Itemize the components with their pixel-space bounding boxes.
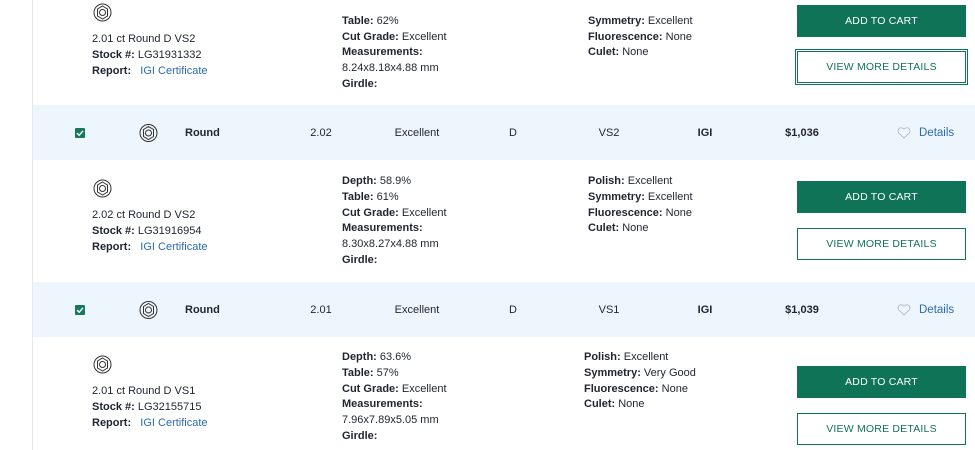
table-value: 61% — [376, 191, 399, 203]
symmetry-value: Very Good — [643, 367, 696, 379]
measurements-label: Measurements: — [342, 222, 423, 234]
lab-value: IGI — [697, 303, 713, 316]
polish-row — [588, 175, 672, 187]
cut-grade-value: Excellent — [401, 31, 447, 43]
measurements-value: 8.30x8.27x4.88 mm — [342, 238, 439, 250]
table-value: 57% — [376, 367, 399, 379]
measurements-label: Measurements: — [342, 398, 423, 410]
carat-value: 2.02 — [310, 126, 332, 139]
report-label: Report: — [92, 65, 132, 77]
fluorescence-value: None — [661, 383, 688, 395]
culet-row — [588, 46, 649, 58]
symmetry-row — [584, 367, 696, 379]
round-shape-icon — [139, 300, 158, 319]
view-more-details-button[interactable]: VIEW MORE DETAILS — [797, 228, 966, 260]
fluorescence-row — [588, 207, 692, 219]
color-value: D — [509, 126, 517, 139]
carat-value: 2.01 — [310, 303, 332, 316]
diamond-title: 2.01 ct Round D VS2 — [92, 33, 196, 45]
cut-value: Excellent — [394, 303, 440, 316]
heart-icon[interactable] — [897, 127, 911, 139]
stock-number: LG31931332 — [137, 49, 202, 61]
stock-label: Stock #: — [92, 49, 135, 61]
report-row — [92, 241, 208, 253]
symmetry-label: Symmetry: — [584, 367, 641, 379]
polish-value: Excellent — [623, 351, 669, 363]
stock-label: Stock #: — [92, 401, 135, 413]
report-row — [92, 65, 208, 77]
round-diamond-icon — [93, 355, 112, 374]
diamond-details-panel — [33, 160, 975, 282]
table-row — [342, 15, 399, 27]
girdle-label: Girdle: — [342, 430, 378, 442]
symmetry-row — [588, 191, 693, 203]
clarity-value: VS1 — [598, 303, 620, 316]
checkmark-icon — [76, 129, 84, 137]
report-label: Report: — [92, 417, 132, 429]
culet-value: None — [618, 398, 645, 410]
cut-grade-row — [342, 31, 447, 43]
price-value: $1,036 — [785, 126, 819, 139]
igi-certificate-link[interactable]: IGI Certificate — [140, 65, 208, 77]
diamond-summary-row[interactable] — [33, 282, 975, 337]
fluorescence-row — [588, 31, 692, 43]
diamond-details-panel — [33, 0, 975, 105]
heart-icon[interactable] — [897, 304, 911, 316]
symmetry-row — [588, 15, 693, 27]
stock-number: LG31916954 — [137, 225, 202, 237]
culet-label: Culet: — [584, 398, 616, 410]
stock-number-row — [92, 225, 201, 237]
girdle-label: Girdle: — [342, 78, 378, 90]
symmetry-value: Excellent — [647, 15, 693, 27]
fluorescence-label: Fluorescence: — [588, 207, 663, 219]
measurements-value: 8.24x8.18x4.88 mm — [342, 62, 439, 74]
measurements-label: Measurements: — [342, 46, 423, 58]
fluorescence-row — [584, 383, 688, 395]
cut-grade-label: Cut Grade: — [342, 31, 399, 43]
polish-value: Excellent — [627, 175, 673, 187]
symmetry-label: Symmetry: — [588, 191, 645, 203]
depth-value: 63.6% — [379, 351, 412, 363]
compare-checkbox[interactable] — [75, 128, 85, 138]
price-value: $1,039 — [785, 303, 819, 316]
stock-number-row — [92, 49, 201, 61]
culet-value: None — [622, 46, 649, 58]
fluorescence-value: None — [665, 31, 692, 43]
girdle-label: Girdle: — [342, 254, 378, 266]
view-more-details-button[interactable]: VIEW MORE DETAILS — [797, 413, 966, 445]
table-label: Table: — [342, 191, 374, 203]
diamond-title: 2.01 ct Round D VS1 — [92, 385, 196, 397]
polish-label: Polish: — [584, 351, 621, 363]
checkmark-icon — [76, 306, 84, 314]
table-label: Table: — [342, 367, 374, 379]
cut-grade-row — [342, 383, 447, 395]
cut-grade-label: Cut Grade: — [342, 207, 399, 219]
culet-label: Culet: — [588, 222, 620, 234]
add-to-cart-button[interactable]: ADD TO CART — [797, 181, 966, 213]
round-shape-icon — [139, 123, 158, 142]
diamond-title: 2.02 ct Round D VS2 — [92, 209, 196, 221]
fluorescence-label: Fluorescence: — [584, 383, 659, 395]
measurements-value: 7.96x7.89x5.05 mm — [342, 414, 439, 426]
table-value: 62% — [376, 15, 399, 27]
culet-value: None — [622, 222, 649, 234]
symmetry-label: Symmetry: — [588, 15, 645, 27]
shape-value: Round — [185, 303, 220, 316]
add-to-cart-button[interactable]: ADD TO CART — [797, 5, 966, 37]
round-diamond-icon — [93, 3, 112, 22]
fluorescence-label: Fluorescence: — [588, 31, 663, 43]
culet-row — [584, 398, 645, 410]
view-more-details-button[interactable]: VIEW MORE DETAILS — [797, 51, 966, 83]
depth-label: Depth: — [342, 175, 377, 187]
shape-value: Round — [185, 126, 220, 139]
table-label: Table: — [342, 15, 374, 27]
color-value: D — [509, 303, 517, 316]
add-to-cart-button[interactable]: ADD TO CART — [797, 366, 966, 398]
details-link[interactable]: Details — [919, 126, 955, 139]
table-row — [342, 367, 399, 379]
depth-value: 58.9% — [379, 175, 412, 187]
igi-certificate-link[interactable]: IGI Certificate — [140, 241, 208, 253]
cut-grade-value: Excellent — [401, 207, 447, 219]
compare-checkbox[interactable] — [75, 305, 85, 315]
polish-label: Polish: — [588, 175, 625, 187]
report-row — [92, 417, 208, 429]
diamond-summary-row[interactable] — [33, 105, 975, 160]
cut-grade-row — [342, 207, 447, 219]
fluorescence-value: None — [665, 207, 692, 219]
lab-value: IGI — [697, 126, 713, 139]
round-diamond-icon — [93, 179, 112, 198]
cut-value: Excellent — [394, 126, 440, 139]
cut-grade-label: Cut Grade: — [342, 383, 399, 395]
table-row — [342, 191, 399, 203]
culet-row — [588, 222, 649, 234]
culet-label: Culet: — [588, 46, 620, 58]
depth-row — [342, 175, 411, 187]
symmetry-value: Excellent — [647, 191, 693, 203]
diamond-details-panel — [33, 337, 975, 450]
depth-label: Depth: — [342, 351, 377, 363]
igi-certificate-link[interactable]: IGI Certificate — [140, 417, 208, 429]
clarity-value: VS2 — [598, 126, 620, 139]
report-label: Report: — [92, 241, 132, 253]
stock-number-row — [92, 401, 201, 413]
polish-row — [584, 351, 668, 363]
details-link[interactable]: Details — [919, 303, 955, 316]
stock-number: LG32155715 — [137, 401, 202, 413]
cut-grade-value: Excellent — [401, 383, 447, 395]
depth-row — [342, 351, 411, 363]
stock-label: Stock #: — [92, 225, 135, 237]
